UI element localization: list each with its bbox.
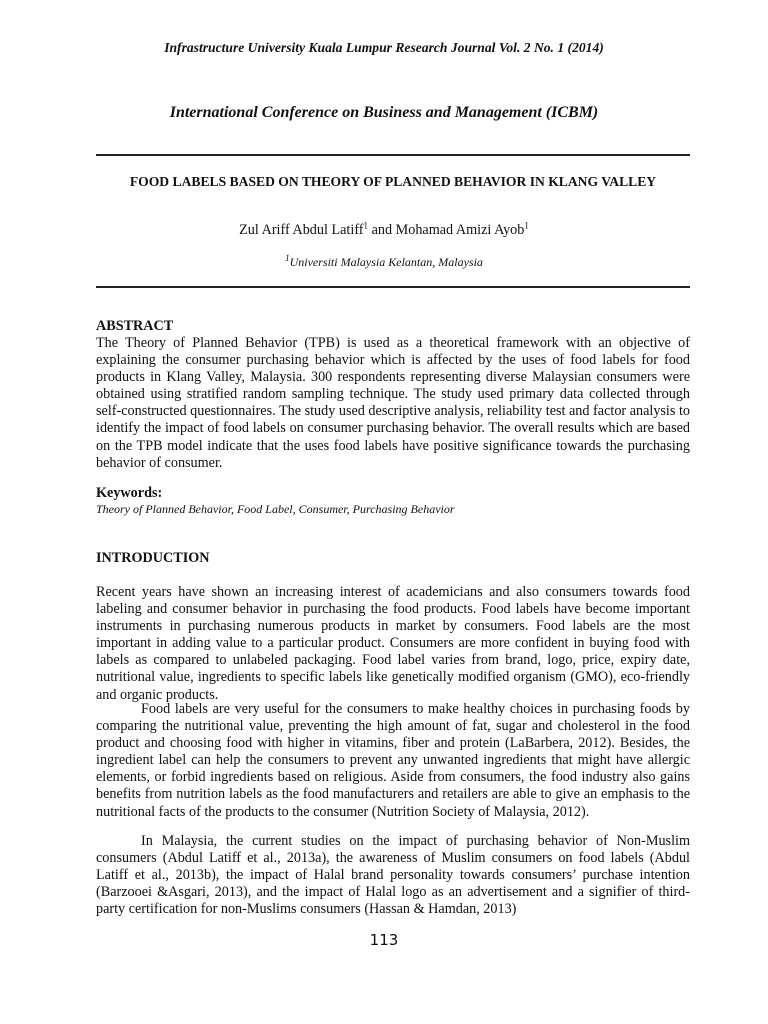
abstract-heading: ABSTRACT [96, 318, 174, 334]
top-divider [96, 154, 690, 156]
introduction-paragraph-3: In Malaysia, the current studies on the impact of purchasing behavior of Non-Muslim consumers (Abdul Latiff et al., 2013a), the awareness of Muslim consumers on food labels (Abdul Latiff et al., 2013b), the impact of Halal brand personality towards consumers’ purchase intention (Barzooei &Asgari, 2013), and the impact of Halal logo as an advertisement and a signifier of third-party certification for non-Muslims consumers (Hassan & Hamdan, 2013) [96, 833, 690, 918]
introduction-paragraph-1: Recent years have shown an increasing interest of academicians and also consumers towards food labeling and consumer behavior in purchasing the food products. Food labels have become important instruments in purchasing numerous products in market by consumers. Food labels are the most important in adding value to a particular product. Consumers are more confident in buying food with labels as compared to unlabeled packaging. Food label varies from brand, logo, price, expiry date, nutritional value, ingredients to specific labels like genetically modified organism (GMO), eco-friendly and organic products. [96, 584, 690, 703]
affiliation [0, 255, 768, 270]
introduction-heading: INTRODUCTION [96, 550, 210, 566]
author-separator: and [368, 222, 396, 238]
affiliation-mark: 1 [285, 253, 290, 263]
paper-title: FOOD LABELS BASED ON THEORY OF PLANNED BEHAVIOR IN KLANG VALLEY [129, 174, 657, 189]
journal-header: Infrastructure University Kuala Lumpur Research Journal Vol. 2 No. 1 (2014) [164, 40, 604, 55]
author-1: Zul Ariff Abdul Latiff [239, 222, 364, 238]
page-number: 113 [369, 931, 399, 949]
conference-title: International Conference on Business and Management (ICBM) [169, 104, 599, 121]
author-2: Mohamad Amizi Ayob [395, 222, 525, 238]
affiliation-text: Universiti Malaysia Kelantan, Malaysia [289, 255, 483, 269]
author-line [0, 222, 768, 239]
author-2-affiliation-mark: 1 [524, 220, 529, 231]
abstract-text: The Theory of Planned Behavior (TPB) is used as a theoretical framework with an objective of explaining the consumer purchasing behavior which is affected by the uses of food labels for food products in Klang Valley, Malaysia. 300 respondents representing diverse Malaysian consumers were obtained using stratified random sampling technique. The study used primary data collected through self-constructed questionnaires. The study used descriptive analysis, reliability test and factor analysis to identify the impact of food labels on consumer purchasing behavior. The overall results which are based on the TPB model indicate that the uses food labels have positive significance towards the purchasing behavior of consumer. [96, 335, 690, 471]
introduction-paragraph-2: Food labels are very useful for the consumers to make healthy choices in purchasing foods by comparing the nutritional value, preventing the high amount of fat, sugar and cholesterol in the food product and choosing food with higher in vitamins, fiber and protein (LaBarbera, 2012). Besides, the ingredient label can help the consumers to prevent any unwanted ingredients that might have allergic elements, or forbid ingredients based on religious. Aside from consumers, the food industry also gains benefits from nutrition labels as the food manufacturers and retailers are able to give an emphasis to the nutritional facts of the products to the consumer (Nutrition Society of Malaysia, 2012). [96, 701, 690, 820]
bottom-divider [96, 286, 690, 288]
keywords-heading: Keywords: [96, 485, 163, 501]
keywords-text: Theory of Planned Behavior, Food Label, Consumer, Purchasing Behavior [96, 502, 455, 516]
author-1-affiliation-mark: 1 [363, 220, 369, 231]
